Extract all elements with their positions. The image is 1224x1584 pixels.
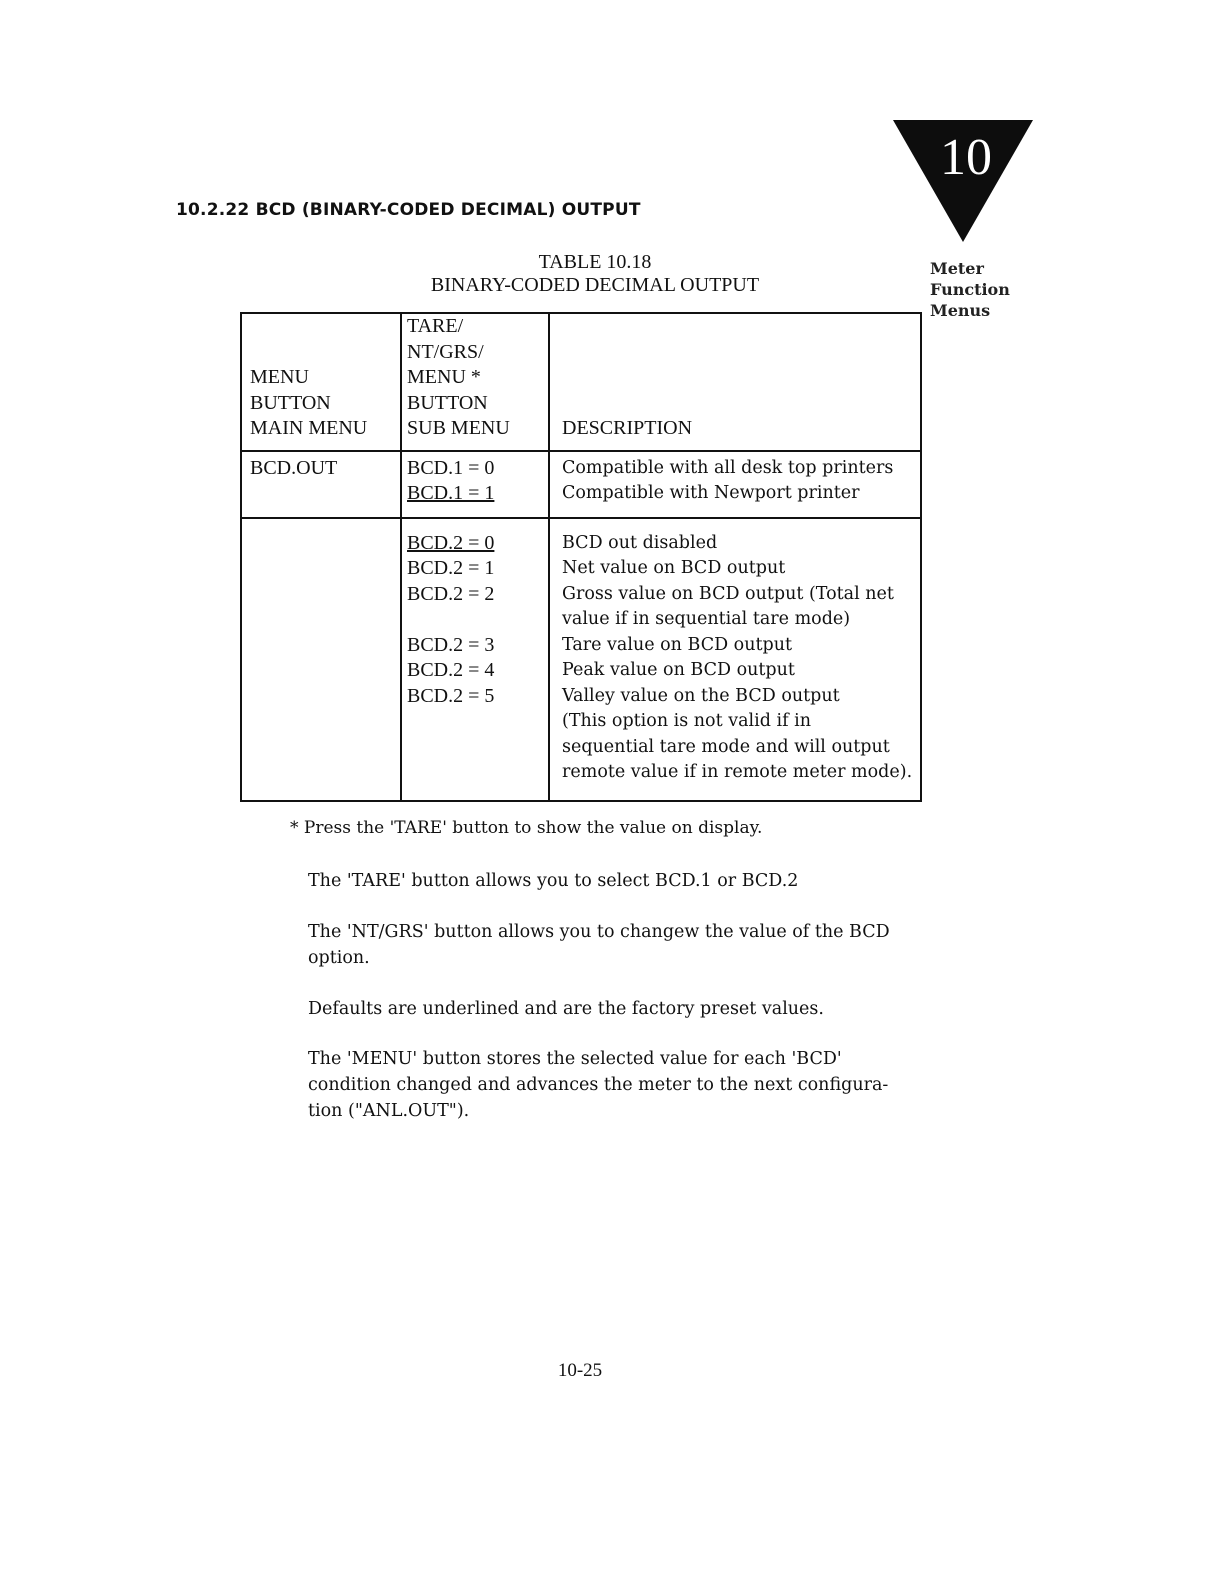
header-text: TARE/	[407, 315, 464, 337]
description-line: Peak value on BCD output	[562, 660, 795, 680]
submenu-option: BCD.2 = 2	[407, 582, 495, 605]
description-line: Gross value on BCD output (Total net	[562, 583, 894, 604]
bcd-output-table	[240, 312, 922, 802]
submenu-cell	[401, 451, 549, 518]
main-menu-cell	[241, 518, 401, 801]
table-header-row	[241, 313, 921, 451]
header-text: NT/GRS/	[407, 340, 484, 363]
paragraph-tare-button: The 'TARE' button allows you to select BCD.1 or BCD.2	[308, 871, 799, 891]
submenu-option-default: BCD.2 = 0	[407, 531, 495, 554]
submenu-option: BCD.2 = 4	[407, 659, 495, 681]
paragraph-ntgrs-button: The 'NT/GRS' button allows you to changew the value of the BCD option.	[308, 922, 890, 968]
chapter-tab	[893, 120, 1033, 242]
submenu-option: BCD.2 = 3	[407, 633, 495, 656]
description-line: Net value on BCD output	[562, 558, 786, 578]
submenu-cell	[401, 518, 549, 801]
submenu-option: BCD.2 = 5	[407, 684, 495, 707]
header-text: DESCRIPTION	[562, 417, 693, 439]
chapter-side-label	[930, 258, 1010, 321]
submenu-option: BCD.2 = 1	[407, 557, 495, 579]
header-description	[549, 313, 921, 451]
description-line: value if in sequential tare mode)	[562, 609, 851, 629]
description-line: (This option is not valid if in	[562, 711, 811, 731]
page-number: 10-25	[557, 1360, 603, 1381]
table-row	[241, 518, 921, 801]
submenu-option: BCD.1 = 0	[407, 456, 495, 479]
description-line: remote value if in remote meter mode).	[562, 762, 913, 782]
description-line: BCD out disabled	[562, 532, 718, 553]
description-cell	[549, 518, 921, 801]
section-heading: 10.2.22 BCD (BINARY-CODED DECIMAL) OUTPUT	[176, 200, 641, 220]
description-line: Valley value on the BCD output	[562, 685, 840, 706]
header-text: MAIN MENU	[250, 417, 368, 439]
footnote: * Press the 'TARE' button to show the value on display.	[290, 818, 763, 838]
main-menu-cell	[241, 451, 401, 518]
table-row	[241, 451, 921, 518]
side-label-line: Menus	[930, 301, 991, 320]
header-text: BUTTON	[250, 391, 331, 414]
description-cell	[549, 451, 921, 518]
header-text: BUTTON	[407, 391, 488, 414]
description-line: Tare value on BCD output	[562, 634, 793, 655]
header-main-menu	[241, 313, 401, 451]
description-line: sequential tare mode and will output	[562, 736, 890, 757]
header-text: MENU *	[407, 366, 481, 388]
paragraph-defaults: Defaults are underlined and are the factory preset values.	[308, 999, 824, 1019]
table-title: BINARY-CODED DECIMAL OUTPUT	[430, 274, 760, 296]
description-line: Compatible with all desk top printers	[562, 457, 894, 478]
main-menu-value: BCD.OUT	[250, 456, 338, 479]
header-sub-menu	[401, 313, 549, 451]
side-label-line: Function	[930, 280, 1010, 299]
header-text: MENU	[250, 366, 309, 388]
description-line: Compatible with Newport printer	[562, 483, 860, 503]
header-text: SUB MENU	[407, 417, 510, 439]
submenu-option-default: BCD.1 = 1	[407, 482, 495, 504]
table-number: TABLE 10.18	[538, 251, 652, 273]
spacer	[407, 607, 548, 633]
paragraph-menu-button: The 'MENU' button stores the selected value for each 'BCD' condition changed and advances the meter to the next configura-tion ("ANL.OUT").	[308, 1049, 889, 1121]
chapter-number: 10	[940, 129, 992, 186]
side-label-line: Meter	[930, 259, 984, 278]
